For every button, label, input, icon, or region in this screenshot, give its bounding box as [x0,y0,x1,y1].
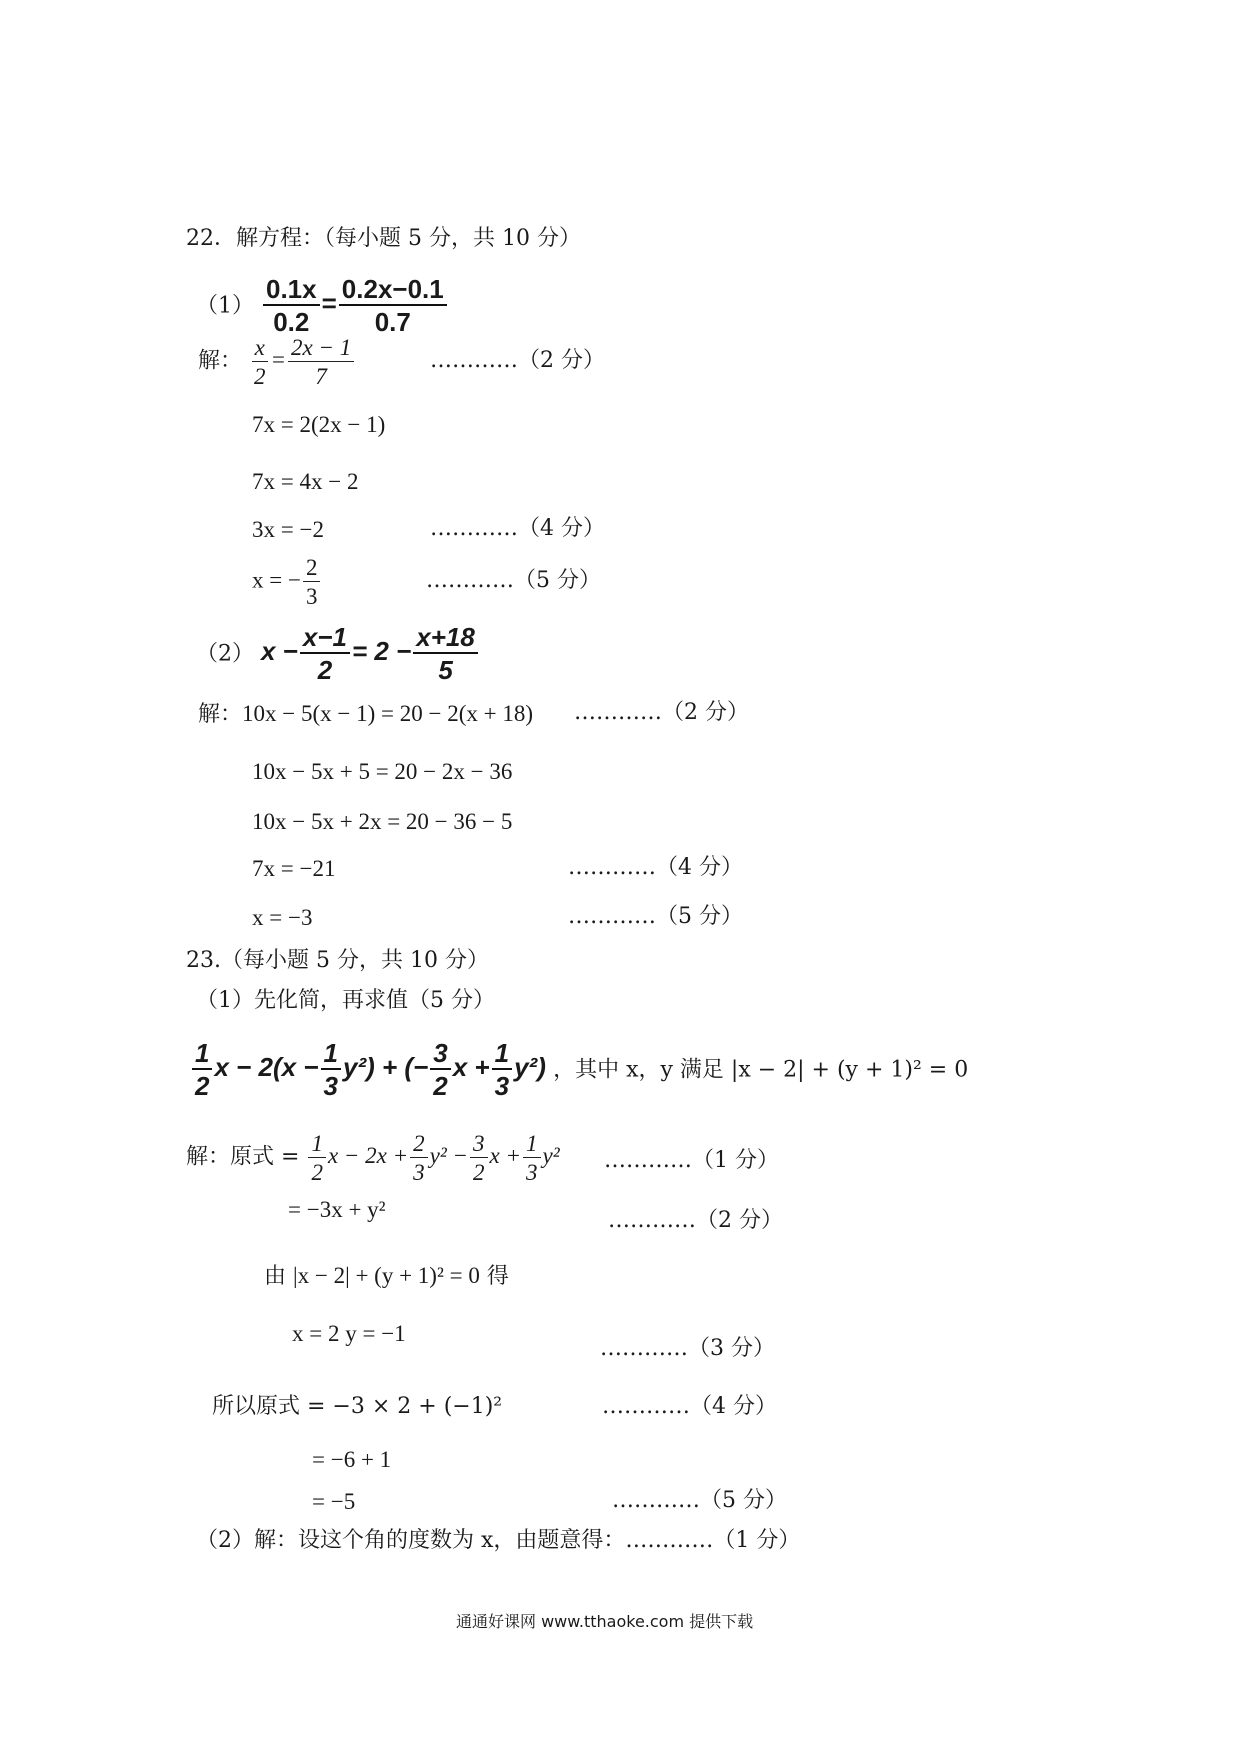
score-mark: …………（4 分） [568,855,743,880]
q23-part2: （2）解：设这个角的度数为 x，由题意得：…………（1 分） [196,1528,801,1553]
problem-expression [190,1038,553,1101]
score-mark: …………（2 分） [608,1208,783,1233]
equals: = [270,347,287,373]
q22-step3: 7x = 4x − 2 [252,469,359,494]
frac-num: 0.2x−0.1 [339,276,447,306]
term: x + [489,1143,522,1169]
q23-part1-title: （1）先化简，再求值（5 分） [196,988,495,1013]
q23-r6: = −6 + 1 [312,1447,392,1472]
jie-label: 解： [198,702,243,727]
de-label: 得 [486,1264,509,1289]
q23-r5: 所以原式 = −3 × 2 + (−1)² [212,1394,503,1419]
equation: 10x − 5(x − 1) = 20 − 2(x + 18) [242,701,534,726]
score-mark: …………（5 分） [568,904,743,929]
frac-num: 1 [308,1132,326,1158]
term: y²) + (− [343,1052,429,1083]
score-mark: …………（2 分） [430,348,605,373]
q22-step4: 3x = −2 [252,517,324,542]
q23-r4: x = 2 y = −1 [292,1321,406,1346]
q22-step2: 7x = 2(2x − 1) [252,412,386,437]
q22-title: 22．解方程：（每小题 5 分，共 10 分） [186,226,581,251]
frac-den: 5 [438,655,453,685]
term: x + [452,1052,490,1083]
score-mark: …………（5 分） [612,1488,787,1513]
frac-num: 3 [470,1132,488,1158]
term: x − 2(x − [214,1052,319,1083]
frac-den: 2 [311,1160,323,1185]
frac-num: 1 [192,1040,212,1070]
frac-den: 0.2 [273,307,310,337]
q22-part1-problem [196,276,449,335]
score-mark: …………（1 分） [604,1148,779,1173]
q22-part2-problem [196,624,480,683]
frac-num: 2x − 1 [288,336,354,362]
q23-r3 [264,1264,509,1288]
score-mark: …………（5 分） [426,568,601,593]
frac-den: 2 [254,364,266,389]
equation: |x − 2| + (y + 1)² = 0 [293,1263,480,1288]
equals: = [321,288,337,319]
frac-den: 3 [526,1160,538,1185]
frac-den: 3 [494,1071,510,1101]
frac-den: 2 [433,1071,448,1101]
q23-r2: = −3x + y² [288,1197,386,1222]
frac-den: 2 [195,1071,210,1101]
jie-label: 解： [198,348,243,374]
term: = 2 − [351,636,412,667]
q22-t1 [198,702,533,726]
part-label: （2） [196,641,254,667]
frac-num: x+18 [413,624,478,654]
lhs: x = − [252,567,301,593]
term: x − 2x + [327,1143,409,1169]
frac-num: 1 [523,1132,541,1158]
q22-step1 [198,336,356,388]
term: x − [261,636,298,667]
frac-den: 3 [323,1071,339,1101]
lead: 解：原式 = [186,1144,300,1170]
term: y² [542,1143,560,1169]
q22-t5: x = −3 [252,905,313,930]
frac-den: 3 [413,1160,425,1185]
you-label: 由 [264,1264,287,1289]
frac-den: 2 [473,1160,485,1185]
frac-den: 2 [317,655,333,685]
term: y²) [514,1052,546,1083]
q23-r7: = −5 [312,1489,356,1514]
score-mark: …………（2 分） [574,700,749,725]
score-mark: …………（4 分） [430,516,605,541]
q23-problem [190,1040,968,1099]
term: y² − [429,1143,469,1169]
part-label: （1） [196,293,254,319]
q22-t4: 7x = −21 [252,856,336,881]
frac-num: 1 [321,1040,341,1070]
frac-num: 2 [303,556,321,582]
frac-den: 0.7 [374,307,411,337]
q23-title: 23.（每小题 5 分，共 10 分） [186,948,489,973]
frac-num: x [252,336,268,362]
q22-step5 [252,556,322,608]
score-mark: …………（4 分） [602,1394,777,1419]
frac-num: 2 [410,1132,428,1158]
condition-text: ，其中 x，y 满足 |x − 2| + (y + 1)² = 0 [553,1057,969,1083]
problem-equation [261,622,480,685]
frac-num: 3 [430,1040,450,1070]
q22-t2: 10x − 5x + 5 = 20 − 2x − 36 [252,759,513,784]
frac-num: 0.1x [263,276,320,306]
problem-equation [261,274,449,337]
frac-den: 3 [305,584,318,609]
q23-r1 [186,1132,560,1184]
frac-den: 7 [315,364,327,389]
score-mark: …………（3 分） [600,1336,775,1361]
frac-num: 1 [492,1040,512,1070]
q22-t3: 10x − 5x + 2x = 20 − 36 − 5 [252,809,513,834]
frac-num: x−1 [300,624,350,654]
footer-credit: 通通好课网 www.tthaoke.com 提供下载 [456,1612,754,1631]
